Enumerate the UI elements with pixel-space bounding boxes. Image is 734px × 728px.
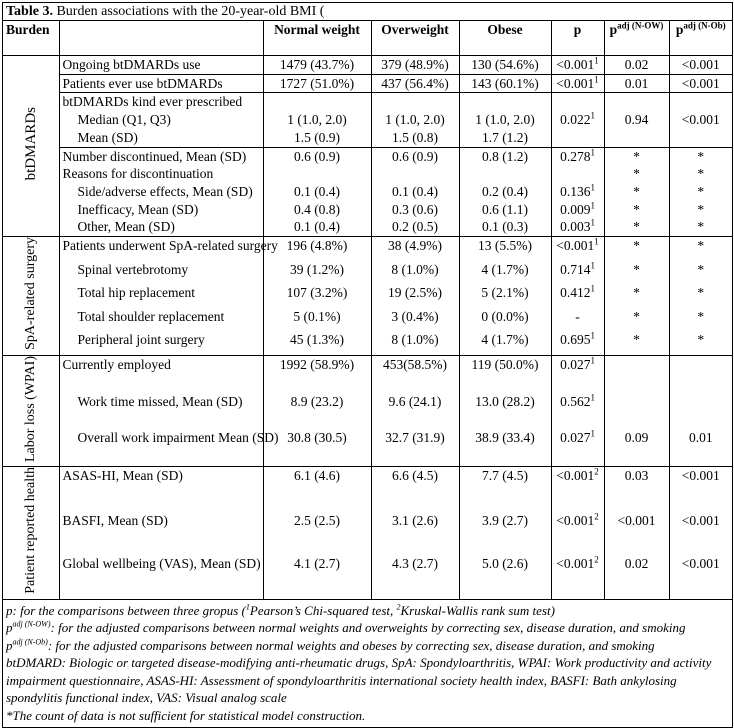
- row-label: Total hip replacement: [59, 284, 263, 307]
- cell-p: [551, 218, 604, 236]
- cell-padj-n-ob: <0.001: [669, 111, 732, 129]
- table-row: [3, 201, 732, 219]
- cell-obese: 143 (60.1%): [459, 74, 551, 93]
- cell-padj-n-ob: <0.001: [669, 555, 732, 599]
- p-value: -: [575, 308, 580, 324]
- cell-padj-n-ow: *: [604, 165, 669, 183]
- cell-normal-weight: 0.6 (0.9): [263, 147, 371, 165]
- table-footnotes: [3, 599, 732, 728]
- cell-obese: [459, 93, 551, 111]
- header-obese: Obese: [459, 21, 551, 56]
- table-row: [3, 74, 732, 93]
- p-test-marker: 1: [590, 182, 595, 193]
- cell-normal-weight: 0.1 (0.4): [263, 218, 371, 236]
- table-row: [3, 111, 732, 129]
- cell-obese: 119 (50.0%): [459, 355, 551, 393]
- cell-padj-n-ob: *: [669, 218, 732, 236]
- table-row: [3, 393, 732, 430]
- table-row: [3, 512, 732, 556]
- p-value: 0.009: [560, 201, 591, 217]
- cell-padj-n-ow: 0.94: [604, 111, 669, 129]
- row-label: Patients ever use btDMARDs: [59, 74, 263, 93]
- p-value: 0.562: [560, 393, 591, 409]
- row-label: Peripheral joint surgery: [59, 331, 263, 355]
- table-row: [3, 93, 732, 111]
- header-p: p: [551, 21, 604, 56]
- cell-normal-weight: 2.5 (2.5): [263, 512, 371, 556]
- p-test-marker: 1: [590, 283, 595, 294]
- cell-padj-n-ob: *: [669, 237, 732, 261]
- p-test-marker: 1: [590, 110, 595, 121]
- cell-overweight: 453(58.5%): [371, 355, 459, 393]
- row-label: Spinal vertebrotomy: [59, 261, 263, 284]
- cell-normal-weight: 1 (1.0, 2.0): [263, 111, 371, 129]
- table-row: [3, 284, 732, 307]
- row-label: Other, Mean (SD): [59, 218, 263, 236]
- cell-padj-n-ow: *: [604, 331, 669, 355]
- note-abbreviations: btDMARD: Biologic or targeted disease-modifying anti-rheumatic drugs, SpA: Spondyloarthritis, WPAI: Work productivity and activity impairment questionnaire, ASAS-HI: Assessment of spondyloarthritis international society health index, BASFI: Bath ankylosing spondylitis functional index, VAS: Visual analog scale: [6, 655, 712, 706]
- cell-padj-n-ow: *: [604, 201, 669, 219]
- p-value: 0.027: [560, 356, 591, 372]
- group-label-cell: [3, 467, 59, 599]
- p-value: <0.001: [556, 556, 595, 572]
- cell-overweight: 6.6 (4.5): [371, 467, 459, 512]
- table-row: [3, 331, 732, 355]
- cell-padj-n-ow: [604, 93, 669, 111]
- cell-padj-n-ow: *: [604, 308, 669, 331]
- cell-padj-n-ob: *: [669, 183, 732, 201]
- p-value: <0.001: [556, 512, 595, 528]
- cell-padj-n-ow: *: [604, 237, 669, 261]
- cell-overweight: 379 (48.9%): [371, 56, 459, 75]
- p-value: 0.022: [560, 112, 591, 128]
- table-row: [3, 429, 732, 467]
- cell-overweight: 0.1 (0.4): [371, 183, 459, 201]
- cell-p: [551, 74, 604, 93]
- group-label: btDMARDs: [22, 106, 39, 181]
- table-row: [3, 147, 732, 165]
- p-value: 0.412: [560, 285, 591, 301]
- cell-overweight: 8 (1.0%): [371, 261, 459, 284]
- p-value: 0.027: [560, 430, 591, 446]
- cell-padj-n-ob: [669, 93, 732, 111]
- row-label: Number discontinued, Mean (SD): [59, 147, 263, 165]
- cell-obese: 0.6 (1.1): [459, 201, 551, 219]
- cell-overweight: 4.3 (2.7): [371, 555, 459, 599]
- cell-padj-n-ob: <0.001: [669, 512, 732, 556]
- table-row: [3, 183, 732, 201]
- row-label: Currently employed: [59, 355, 263, 393]
- cell-normal-weight: 30.8 (30.5): [263, 429, 371, 467]
- row-label: Side/adverse effects, Mean (SD): [59, 183, 263, 201]
- table-row: [3, 355, 732, 393]
- row-label: Median (Q1, Q3): [59, 111, 263, 129]
- cell-p: [551, 467, 604, 512]
- cell-padj-n-ob: [669, 393, 732, 430]
- cell-overweight: 1 (1.0, 2.0): [371, 111, 459, 129]
- cell-padj-n-ow: *: [604, 261, 669, 284]
- header-normal-weight: Normal weight: [263, 21, 371, 56]
- cell-padj-n-ob: *: [669, 201, 732, 219]
- cell-overweight: [371, 93, 459, 111]
- group-label: Labor loss (WPAI): [22, 355, 38, 462]
- p-test-marker: 1: [594, 74, 599, 85]
- p-test-marker: 1: [590, 147, 595, 158]
- p-test-marker: 2: [594, 554, 599, 565]
- cell-p: [551, 129, 604, 147]
- cell-overweight: 19 (2.5%): [371, 284, 459, 307]
- row-label: Mean (SD): [59, 129, 263, 147]
- table-row: [3, 56, 732, 75]
- group-label-cell: [3, 56, 59, 237]
- cell-obese: 0.1 (0.3): [459, 218, 551, 236]
- cell-normal-weight: 5 (0.1%): [263, 308, 371, 331]
- cell-overweight: 9.6 (24.1): [371, 393, 459, 430]
- cell-p: [551, 56, 604, 75]
- cell-padj-n-ob: *: [669, 308, 732, 331]
- cell-normal-weight: 196 (4.8%): [263, 237, 371, 261]
- cell-obese: 5 (2.1%): [459, 284, 551, 307]
- cell-padj-n-ob: [669, 129, 732, 147]
- cell-obese: 1 (1.0, 2.0): [459, 111, 551, 129]
- cell-padj-n-ow: *: [604, 284, 669, 307]
- p-value: 0.714: [560, 261, 591, 277]
- cell-p: [551, 111, 604, 129]
- header-burden: Burden: [3, 21, 59, 56]
- table-row: [3, 308, 732, 331]
- p-test-marker: 1: [594, 55, 599, 66]
- cell-normal-weight: 39 (1.2%): [263, 261, 371, 284]
- p-value: 0.136: [560, 183, 591, 199]
- cell-overweight: 1.5 (0.8): [371, 129, 459, 147]
- cell-overweight: 0.2 (0.5): [371, 218, 459, 236]
- table-number: Table 3.: [6, 4, 53, 19]
- cell-padj-n-ow: 0.02: [604, 56, 669, 75]
- row-label: BASFI, Mean (SD): [59, 512, 263, 556]
- row-label: Total shoulder replacement: [59, 308, 263, 331]
- cell-normal-weight: [263, 165, 371, 183]
- cell-padj-n-ob: *: [669, 165, 732, 183]
- cell-obese: 0 (0.0%): [459, 308, 551, 331]
- row-label: Overall work impairment Mean (SD): [59, 429, 263, 467]
- p-value: <0.001: [556, 238, 595, 254]
- cell-padj-n-ob: 0.01: [669, 429, 732, 467]
- burden-table-container: [2, 2, 733, 728]
- p-test-marker: 1: [590, 217, 595, 228]
- cell-padj-n-ow: *: [604, 183, 669, 201]
- cell-normal-weight: 1727 (51.0%): [263, 74, 371, 93]
- cell-p: [551, 555, 604, 599]
- p-test-marker: 1: [594, 236, 599, 247]
- cell-obese: 1.7 (1.2): [459, 129, 551, 147]
- cell-padj-n-ob: [669, 355, 732, 393]
- p-value: <0.001: [556, 57, 595, 72]
- cell-normal-weight: 0.4 (0.8): [263, 201, 371, 219]
- cell-obese: 4 (1.7%): [459, 261, 551, 284]
- row-label: Ongoing btDMARDs use: [59, 56, 263, 75]
- cell-overweight: [371, 165, 459, 183]
- cell-overweight: 437 (56.4%): [371, 74, 459, 93]
- table-row: [3, 237, 732, 261]
- cell-padj-n-ow: [604, 129, 669, 147]
- cell-obese: 130 (54.6%): [459, 56, 551, 75]
- group-label-cell: [3, 355, 59, 467]
- cell-normal-weight: [263, 93, 371, 111]
- cell-obese: 13.0 (28.2): [459, 393, 551, 430]
- table-row: [3, 467, 732, 512]
- cell-p: [551, 147, 604, 165]
- p-value: 0.278: [560, 148, 591, 164]
- row-label: Work time missed, Mean (SD): [59, 393, 263, 430]
- cell-p: [551, 393, 604, 430]
- cell-padj-n-ob: *: [669, 284, 732, 307]
- p-test-marker: 1: [590, 355, 595, 366]
- cell-overweight: 3 (0.4%): [371, 308, 459, 331]
- row-label: Inefficacy, Mean (SD): [59, 201, 263, 219]
- cell-p: [551, 183, 604, 201]
- cell-normal-weight: 1479 (43.7%): [263, 56, 371, 75]
- cell-p: [551, 308, 604, 331]
- group-label: SpA-related surgery: [22, 237, 38, 350]
- p-value: 0.003: [560, 219, 591, 235]
- cell-normal-weight: 1.5 (0.9): [263, 129, 371, 147]
- p-value: 0.695: [560, 331, 591, 347]
- header-overweight: Overweight: [371, 21, 459, 56]
- table-row: [3, 218, 732, 236]
- cell-padj-n-ow: *: [604, 218, 669, 236]
- cell-normal-weight: 45 (1.3%): [263, 331, 371, 355]
- cell-padj-n-ob: *: [669, 147, 732, 165]
- table-caption: Burden associations with the 20-year-old BMI (: [52, 4, 325, 19]
- cell-obese: 3.9 (2.7): [459, 512, 551, 556]
- cell-padj-n-ow: [604, 355, 669, 393]
- cell-overweight: 0.3 (0.6): [371, 201, 459, 219]
- cell-normal-weight: 4.1 (2.7): [263, 555, 371, 599]
- cell-p: [551, 331, 604, 355]
- cell-padj-n-ow: 0.02: [604, 555, 669, 599]
- table-row: [3, 165, 732, 183]
- table-title: [3, 3, 732, 21]
- group-label: Patient reported health: [22, 467, 38, 595]
- p-test-marker: 1: [590, 260, 595, 271]
- cell-p: [551, 165, 604, 183]
- cell-obese: 0.8 (1.2): [459, 147, 551, 165]
- row-label: Patients underwent SpA-related surgery: [59, 237, 263, 261]
- cell-obese: 0.2 (0.4): [459, 183, 551, 201]
- cell-p: [551, 93, 604, 111]
- note-p: p: for the comparisons between three gropus ($^1$Pearson’s Chi-squared test, $^2$Kruskal-Wallis rank sum test): [6, 602, 555, 618]
- cell-padj-n-ob: <0.001: [669, 74, 732, 93]
- p-test-marker: 1: [590, 200, 595, 211]
- cell-obese: 13 (5.5%): [459, 237, 551, 261]
- cell-normal-weight: 1992 (58.9%): [263, 355, 371, 393]
- burden-table: [3, 21, 732, 599]
- row-label: btDMARDs kind ever prescribed: [59, 93, 263, 111]
- cell-obese: 5.0 (2.6): [459, 555, 551, 599]
- row-label: Reasons for discontinuation: [59, 165, 263, 183]
- cell-padj-n-ow: 0.01: [604, 74, 669, 93]
- cell-overweight: 3.1 (2.6): [371, 512, 459, 556]
- cell-padj-n-ow: 0.03: [604, 467, 669, 512]
- header-row: [3, 21, 732, 56]
- cell-overweight: 0.6 (0.9): [371, 147, 459, 165]
- cell-padj-n-ob: *: [669, 261, 732, 284]
- header-padj-n-ow: $p^{adj (N-OW)}$: [604, 21, 669, 56]
- cell-p: [551, 355, 604, 393]
- cell-padj-n-ow: *: [604, 147, 669, 165]
- cell-obese: [459, 165, 551, 183]
- cell-overweight: 8 (1.0%): [371, 331, 459, 355]
- cell-obese: 7.7 (4.5): [459, 467, 551, 512]
- cell-normal-weight: 6.1 (4.6): [263, 467, 371, 512]
- cell-p: [551, 261, 604, 284]
- group-label-cell: [3, 237, 59, 356]
- cell-overweight: 38 (4.9%): [371, 237, 459, 261]
- p-test-marker: 2: [594, 466, 599, 477]
- cell-padj-n-ob: *: [669, 331, 732, 355]
- cell-padj-n-ob: <0.001: [669, 56, 732, 75]
- header-padj-n-ob: $p^{adj (N-Ob)}$: [669, 21, 732, 56]
- cell-normal-weight: 8.9 (23.2): [263, 393, 371, 430]
- cell-p: [551, 512, 604, 556]
- cell-obese: 38.9 (33.4): [459, 429, 551, 467]
- table-row: [3, 555, 732, 599]
- p-test-marker: 1: [590, 428, 595, 439]
- p-test-marker: 2: [594, 511, 599, 522]
- cell-overweight: 32.7 (31.9): [371, 429, 459, 467]
- row-label: Global wellbeing (VAS), Mean (SD): [59, 555, 263, 599]
- row-label: ASAS-HI, Mean (SD): [59, 467, 263, 512]
- cell-p: [551, 201, 604, 219]
- note-padj-n-ow: $p^{adj (N-OW)}$: for the adjusted comparisons between normal weights and overweights by correcting sex, disease duration, and smoking: [6, 619, 686, 636]
- table-row: [3, 261, 732, 284]
- cell-p: [551, 284, 604, 307]
- note-padj-n-ob: $p^{adj (N-Ob)}$: for the adjusted comparisons between normal weights and obeses by correcting sex, disease duration, and smoking: [6, 637, 655, 653]
- cell-p: [551, 429, 604, 467]
- cell-padj-n-ow: [604, 393, 669, 430]
- note-asterisk: *The count of data is not sufficient for statistical model construction.: [6, 707, 366, 723]
- cell-padj-n-ow: 0.09: [604, 429, 669, 467]
- cell-p: [551, 237, 604, 261]
- cell-padj-n-ob: <0.001: [669, 467, 732, 512]
- p-value: <0.001: [556, 468, 595, 484]
- cell-normal-weight: 107 (3.2%): [263, 284, 371, 307]
- p-test-marker: 1: [590, 392, 595, 403]
- cell-normal-weight: 0.1 (0.4): [263, 183, 371, 201]
- p-value: <0.001: [556, 75, 595, 91]
- header-item: [59, 21, 263, 56]
- p-test-marker: 1: [590, 330, 595, 341]
- cell-obese: 4 (1.7%): [459, 331, 551, 355]
- table-row: [3, 129, 732, 147]
- cell-padj-n-ow: <0.001: [604, 512, 669, 556]
